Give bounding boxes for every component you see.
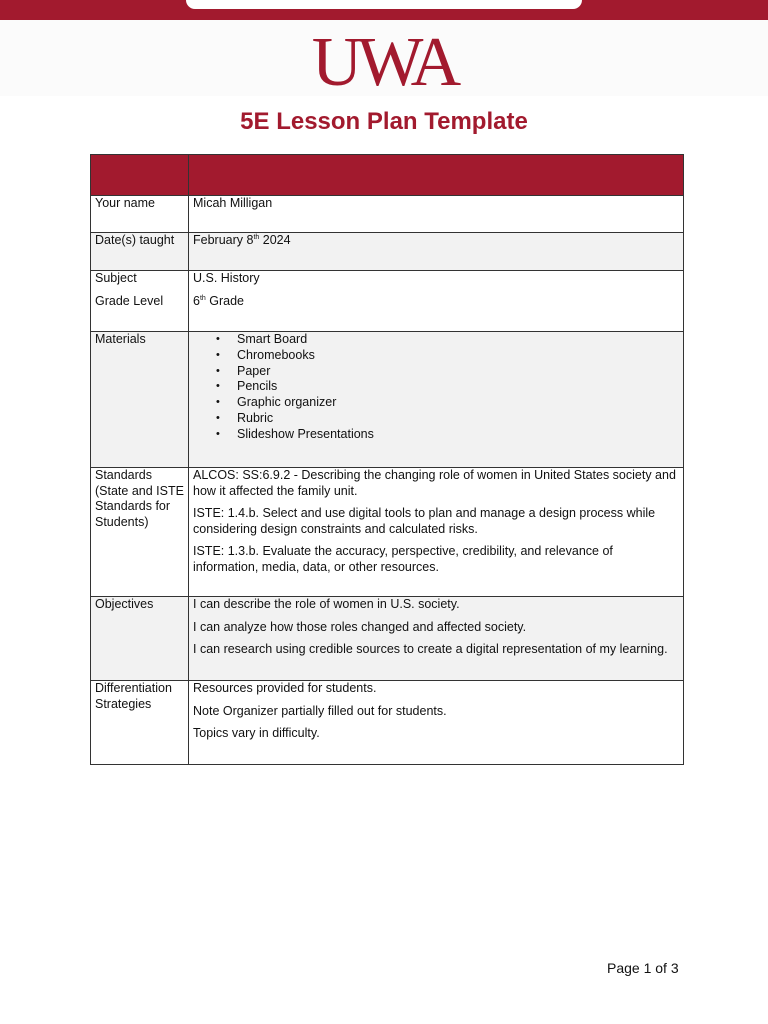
row-label: Date(s) taught — [91, 233, 189, 271]
differentiation-label-line: Strategies — [95, 696, 152, 711]
standards-label-line: Standards for — [95, 499, 171, 513]
grade-ordinal-suffix: th — [199, 294, 206, 302]
standard-item: ISTE: 1.3.b. Evaluate the accuracy, perspective, credibility, and relevance of information, media, data, or other resources. — [193, 544, 613, 574]
list-item: • Paper — [237, 364, 679, 380]
subject-grade-value — [189, 271, 684, 332]
differentiation-label-line: Differentiation — [95, 681, 172, 695]
date-year: 2024 — [259, 233, 291, 247]
page-title: 5E Lesson Plan Template — [240, 108, 528, 135]
materials-list — [193, 332, 679, 443]
table-row — [91, 681, 684, 765]
table-row — [91, 332, 684, 468]
table-row — [91, 196, 684, 233]
standards-label-line: Students) — [95, 514, 149, 529]
date-taught-value — [189, 233, 684, 271]
subject-value: U.S. History — [193, 271, 260, 285]
list-item: • Slideshow Presentations — [237, 427, 679, 443]
row-label: Objectives — [91, 597, 189, 681]
row-label — [91, 468, 189, 597]
date-text: February 8 — [193, 233, 254, 247]
strategy-item: Note Organizer partially filled out for students. — [193, 703, 447, 718]
row-label: Your name — [91, 196, 189, 233]
list-item: • Pencils — [237, 379, 679, 395]
table-header-row — [91, 155, 684, 196]
list-item: • Chromebooks — [237, 348, 679, 364]
list-item: • Graphic organizer — [237, 395, 679, 411]
objective-item: I can analyze how those roles changed and affected society. — [193, 619, 527, 634]
strategy-item: Topics vary in difficulty. — [193, 726, 320, 740]
table-row — [91, 468, 684, 597]
table-row — [91, 597, 684, 681]
standards-value — [189, 468, 684, 597]
standards-label-line: Standards — [95, 468, 152, 482]
date-ordinal-suffix: th — [253, 234, 260, 241]
table-row — [91, 233, 684, 271]
objective-item: I can describe the role of women in U.S. society. — [193, 597, 460, 611]
standards-label-line: (State and ISTE — [95, 483, 184, 498]
uwa-logo: UWA — [311, 24, 457, 101]
list-item: • Smart Board — [237, 332, 679, 348]
objectives-value — [189, 597, 684, 681]
standard-item: ISTE: 1.4.b. Select and use digital tools to plan and manage a design process while considering design constraints and calculated risks. — [193, 506, 656, 536]
lesson-plan-table — [90, 154, 684, 765]
differentiation-value — [189, 681, 684, 765]
standard-item: ALCOS: SS:6.9.2 - Describing the changing role of women in United States society and how it affected the family unit. — [193, 468, 676, 498]
teacher-name-value: Micah Milligan — [189, 196, 684, 233]
subject-label: Subject — [95, 271, 137, 285]
page-number: Page 1 of 3 — [607, 960, 679, 976]
header-cell-right — [189, 155, 684, 196]
grade-number: 6 — [193, 293, 200, 308]
header-cell-left — [91, 155, 189, 196]
grade-level-label: Grade Level — [95, 293, 164, 308]
row-label — [91, 271, 189, 332]
top-band-notch — [186, 0, 582, 9]
list-item: • Rubric — [237, 411, 679, 427]
grade-level-value — [193, 294, 679, 310]
materials-value — [189, 332, 684, 468]
table-row — [91, 271, 684, 332]
row-label: Materials — [91, 332, 189, 468]
objective-item: I can research using credible sources to create a digital representation of my learning. — [193, 642, 668, 656]
strategy-item: Resources provided for students. — [193, 681, 377, 695]
row-label — [91, 681, 189, 765]
grade-text: Grade — [205, 293, 245, 308]
